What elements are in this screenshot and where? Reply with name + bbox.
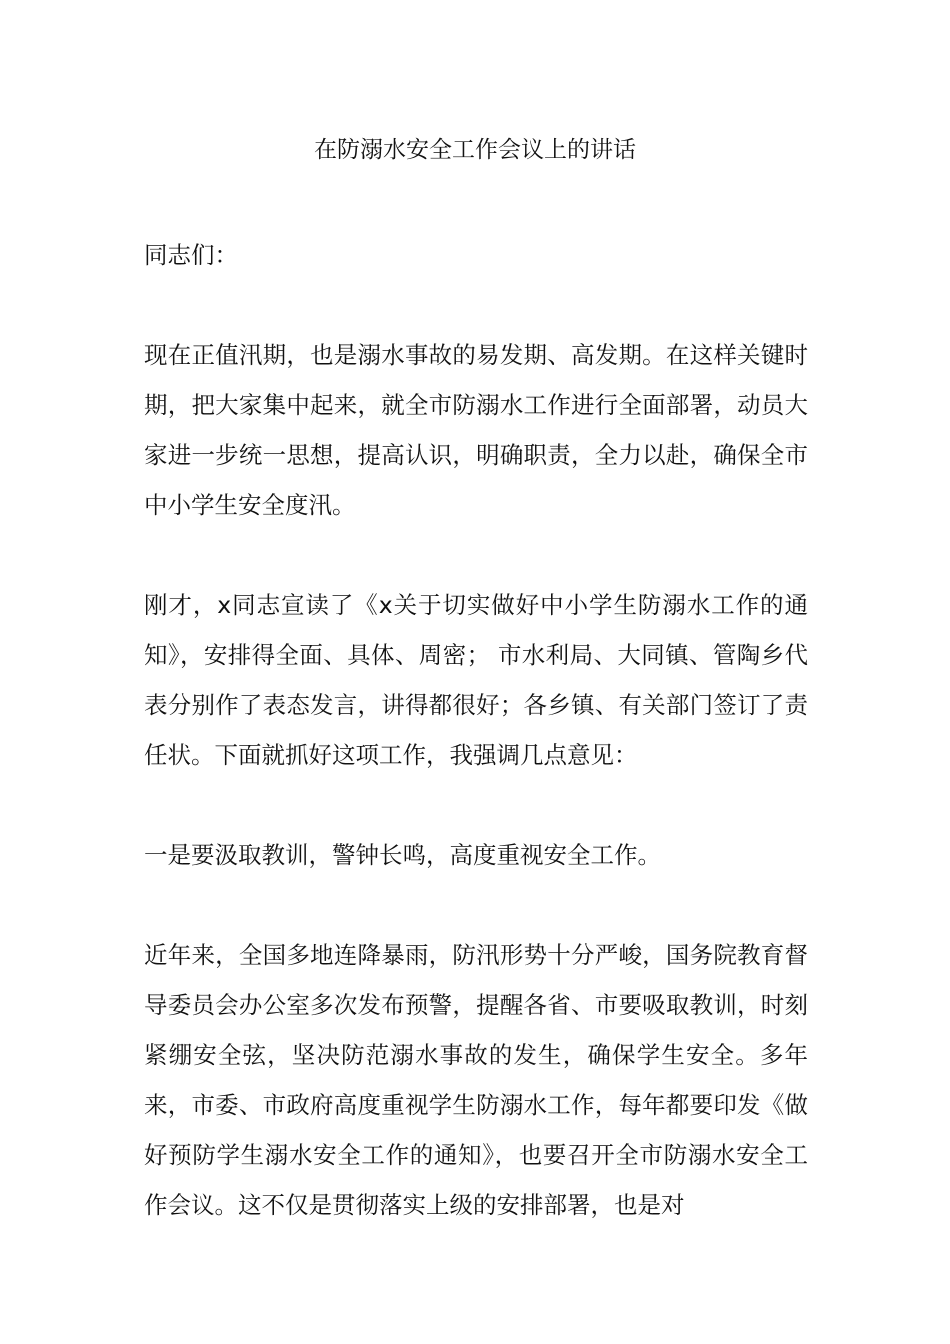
paragraph-3: 近年来，全国多地连降暴雨，防汛形势十分严峻，国务院教育督导委员会办公室多次发布预警，提醒各省、市要吸取教训，时刻紧绷安全弦，坚决防范溺水事故的发生，确保学生安全。多年来，市委、市政府高度重视学生防溺水工作，每年都要印发《做好预防学生溺水安全工作的通知》，也要召开全市防溺水安全工作会议。这不仅是贯彻落实上级的安排部署，也是对 xyxy=(144,941,808,1219)
greeting: 同志们： xyxy=(144,241,238,269)
document-title: 在防溺水安全工作会议上的讲话 xyxy=(314,137,636,163)
paragraph-1: 现在正值汛期，也是溺水事故的易发期、高发期。在这样关键时期，把大家集中起来，就全市防溺水工作进行全面部署，动员大家进一步统一思想，提高认识，明确职责，全力以赴，确保全市中小学生安全度汛。 xyxy=(144,341,808,519)
section-heading-1: 一是要汲取教训，警钟长鸣，高度重视安全工作。 xyxy=(144,841,661,869)
document-body xyxy=(144,230,808,1230)
paragraph-2: 刚才，x同志宣读了《x关于切实做好中小学生防溺水工作的通知》，安排得全面、具体、周密； 市水利局、大同镇、管陶乡代表分别作了表态发言，讲得都很好；各乡镇、有关部门签订了责任状。下面就抓好这项工作，我强调几点意见： xyxy=(144,591,808,769)
